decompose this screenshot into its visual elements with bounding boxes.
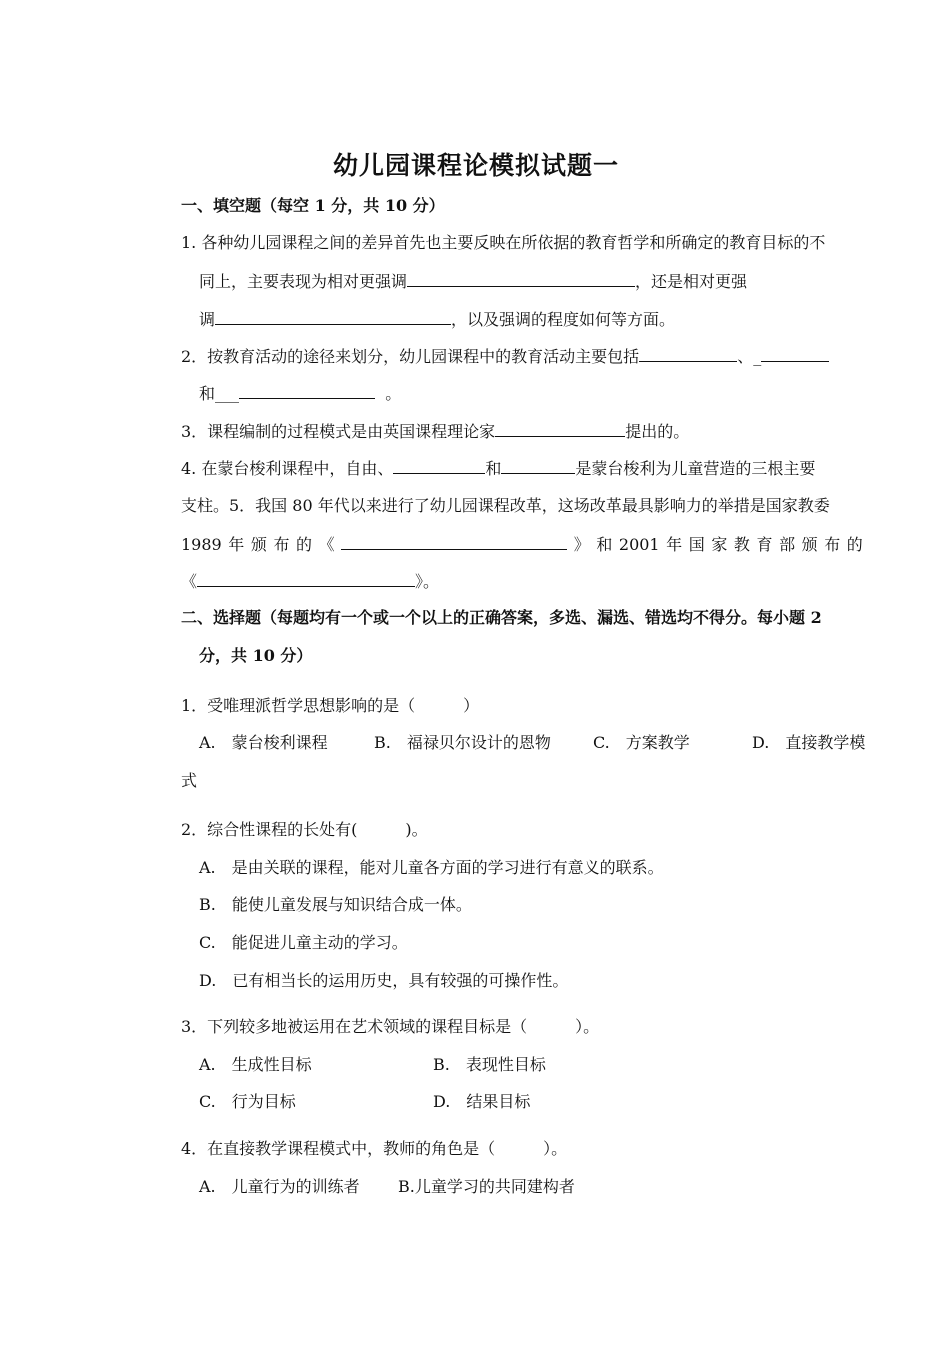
s1-q5-word: 》	[573, 535, 590, 554]
s1-q2-text-b: 、_	[737, 347, 762, 366]
answer-blank[interactable]	[215, 309, 451, 325]
s2-q3-option-a[interactable]: A. 生成性目标	[199, 1055, 312, 1074]
exam-title: 幼儿园课程论模拟试题一	[332, 151, 619, 180]
s1-q5-word: 年	[666, 535, 683, 554]
answer-blank[interactable]	[761, 346, 829, 362]
s1-q4-text-c: 是蒙台梭利为儿童营造的三根主要	[575, 459, 816, 478]
answer-blank[interactable]	[341, 534, 567, 550]
s2-q3-stem: 3．下列较多地被运用在艺术领域的课程目标是（ ）。	[181, 1017, 600, 1036]
s1-q5-line3	[181, 571, 439, 592]
s1-q5-word: 和	[596, 535, 613, 554]
s1-q5-word: 年	[228, 535, 245, 554]
s1-q5-word: 部	[779, 535, 796, 554]
s2-q1-option-c[interactable]: C. 方案教学	[593, 733, 690, 752]
s1-q4-text-b: 和	[485, 459, 502, 478]
s1-q4-text-a: 4. 在蒙台梭利课程中，自由、	[181, 459, 394, 478]
s1-q2-line1	[181, 346, 829, 367]
s1-q2-text-a: 2．按教育活动的途径来划分，幼儿园课程中的教育活动主要包括	[181, 347, 640, 366]
s1-q5-text-lq: 《	[181, 572, 198, 591]
answer-blank[interactable]	[495, 421, 625, 437]
s1-q3-text-a: 3．课程编制的过程模式是由英国课程理论家	[181, 422, 496, 441]
s1-q2-text-d: 。	[385, 384, 402, 403]
s2-q1-option-a[interactable]: A. 蒙台梭利课程	[199, 733, 328, 752]
s1-q3	[181, 421, 689, 442]
answer-blank[interactable]	[407, 271, 635, 287]
s1-q5-word: 的	[846, 535, 863, 554]
s2-q2-option-a[interactable]: A. 是由关联的课程，能对儿童各方面的学习进行有意义的联系。	[199, 858, 664, 877]
s2-q2-option-c[interactable]: C. 能促进儿童主动的学习。	[199, 933, 408, 952]
s2-q4-option-b[interactable]: B.儿童学习的共同建构者	[398, 1177, 575, 1196]
s2-q4-stem: 4．在直接教学课程模式中，教师的角色是（ ）。	[181, 1139, 568, 1158]
s2-q3-option-b[interactable]: B. 表现性目标	[433, 1055, 546, 1074]
answer-blank[interactable]	[501, 458, 575, 474]
s2-q1-stem: 1．受唯理派哲学思想影响的是（ ）	[181, 696, 480, 715]
s1-q1-text-a: 同上，主要表现为相对更强调	[199, 272, 408, 291]
answer-blank[interactable]	[197, 571, 415, 587]
s2-q1-option-d[interactable]: D. 直接教学模	[752, 733, 866, 752]
s1-q1-text-b: ，还是相对更强	[635, 272, 748, 291]
section2-heading-line2: 分，共 10 分）	[199, 646, 313, 665]
s1-q5-word: 布	[824, 535, 841, 554]
s1-q1-line2	[199, 271, 747, 292]
s1-q5-word: 2001	[618, 535, 660, 554]
s1-q5-word: 颁	[250, 535, 267, 554]
s2-q2-option-b[interactable]: B. 能使儿童发展与知识结合成一体。	[199, 895, 472, 914]
s1-q5-word: 家	[711, 535, 728, 554]
s1-q5-text-rq: 》。	[415, 572, 440, 591]
answer-blank[interactable]	[639, 346, 737, 362]
s1-q4	[181, 458, 815, 479]
s2-q2-option-d[interactable]: D. 已有相当长的运用历史，具有较强的可操作性。	[199, 971, 569, 990]
section1-heading: 一、填空题（每空 1 分，共 10 分）	[181, 196, 445, 215]
s1-q1-line3	[199, 309, 675, 330]
s1-q5-word: 布	[273, 535, 290, 554]
s1-q5-word: 《	[318, 535, 335, 554]
s2-q1-option-d-cont: 式	[181, 771, 198, 790]
s1-q1-text-c: 调	[199, 310, 216, 329]
s2-q2-stem: 2．综合性课程的长处有( )。	[181, 820, 428, 839]
s1-q5-word: 国	[688, 535, 705, 554]
s2-q3-option-d[interactable]: D. 结果目标	[433, 1092, 531, 1111]
s1-q5-word: 育	[756, 535, 773, 554]
s1-q1-text-d: ，以及强调的程度如何等方面。	[451, 310, 676, 329]
s1-q5-word: 教	[733, 535, 750, 554]
s1-q5-word: 颁	[801, 535, 818, 554]
s1-q2-line2	[199, 383, 401, 404]
section2-heading-line1: 二、选择题（每题均有一个或一个以上的正确答案，多选、漏选、错选均不得分。每小题 2	[181, 608, 822, 627]
answer-blank[interactable]	[393, 458, 485, 474]
s1-q5-line2	[181, 534, 863, 555]
s1-q1-line1: 1. 各种幼儿园课程之间的差异首先也主要反映在所依据的教育哲学和所确定的教育目标的不	[181, 233, 826, 252]
s2-q3-option-c[interactable]: C. 行为目标	[199, 1092, 296, 1111]
answer-blank[interactable]	[239, 383, 375, 399]
s2-q4-option-a[interactable]: A. 儿童行为的训练者	[199, 1177, 360, 1196]
s1-q5-word: 1989	[181, 535, 222, 554]
s1-q5-word: 的	[296, 535, 313, 554]
s1-q2-text-c: 和___	[199, 384, 240, 403]
s1-q5-line1: 支柱。5．我国 80 年代以来进行了幼儿园课程改革，这场改革最具影响力的举措是国家教委	[181, 496, 830, 515]
s1-q3-text-b: 提出的。	[625, 422, 690, 441]
s2-q1-option-b[interactable]: B. 福禄贝尔设计的恩物	[374, 733, 551, 752]
